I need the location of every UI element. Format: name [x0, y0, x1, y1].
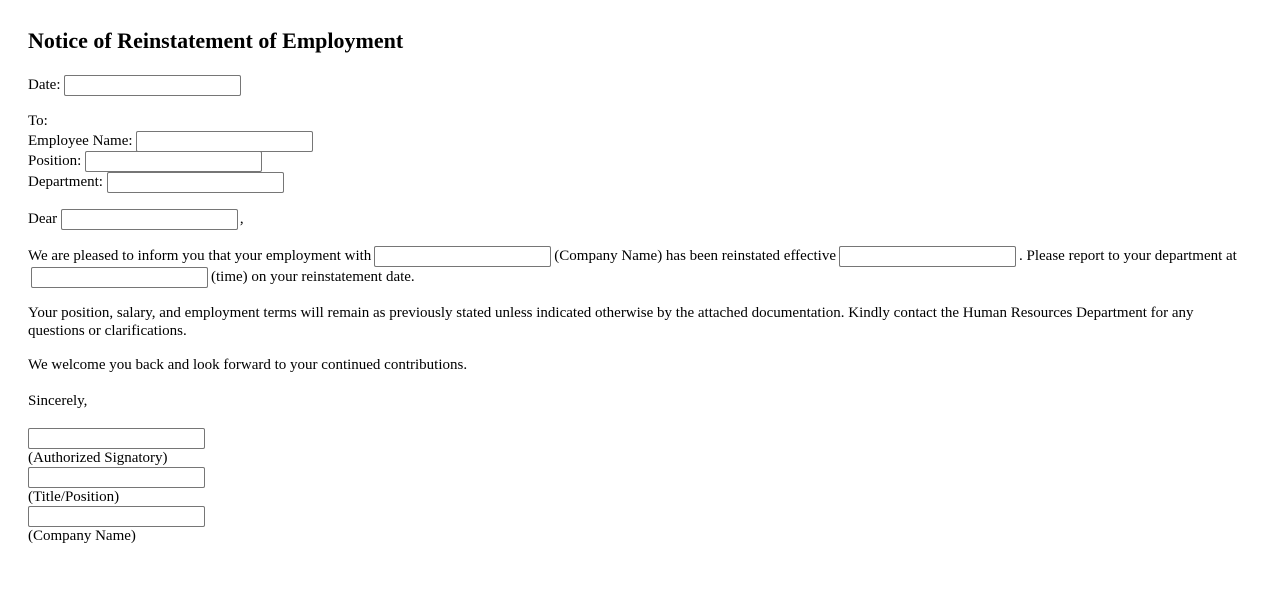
date-input[interactable] [64, 75, 241, 96]
paragraph1-part4: (time) on your reinstatement date. [211, 269, 415, 286]
title-row [28, 467, 207, 487]
position-input[interactable] [85, 151, 262, 172]
terms-paragraph: Your position, salary, and employment terms will remain as previously stated unless indicated otherwise by the attached documentation. Kindly contact the Human Resources Department for any questions or clarifications. [28, 305, 1194, 339]
dear-label: Dear [28, 211, 58, 227]
signatory-row [28, 428, 207, 448]
closing-text: Sincerely, [28, 393, 88, 409]
salutation-row [28, 209, 244, 229]
position-label: Position: [28, 153, 82, 169]
dear-input[interactable] [61, 209, 238, 230]
signature-company-label: (Company Name) [28, 528, 136, 544]
signature-company-input[interactable] [28, 506, 205, 527]
employee-name-input[interactable] [136, 131, 313, 152]
reinstatement-paragraph [28, 246, 1250, 288]
authorized-signatory-label: (Authorized Signatory) [28, 450, 168, 466]
employee-name-label: Employee Name: [28, 133, 133, 149]
department-input[interactable] [107, 172, 284, 193]
paragraph1-part1: We are pleased to inform you that your employment with [28, 248, 372, 264]
signature-company-row [28, 506, 207, 526]
employee-name-row [28, 131, 315, 151]
to-row [28, 111, 48, 131]
company-name-input[interactable] [374, 246, 551, 267]
authorized-signatory-input[interactable] [28, 428, 205, 449]
welcome-paragraph: We welcome you back and look forward to your continued contributions. [28, 357, 468, 373]
to-label: To: [28, 113, 48, 129]
report-time-input[interactable] [31, 267, 208, 288]
date-row [28, 75, 243, 95]
dear-comma: , [239, 211, 244, 227]
date-label: Date: [28, 77, 61, 93]
title-position-input[interactable] [28, 467, 205, 488]
paragraph1-part3: . Please report to your department at [1019, 248, 1237, 264]
department-row [28, 172, 286, 192]
position-row [28, 151, 264, 171]
title-position-label: (Title/Position) [28, 489, 120, 505]
effective-date-input[interactable] [839, 246, 1016, 267]
paragraph1-part2: (Company Name) has been reinstated effective [554, 248, 836, 264]
page-title: Notice of Reinstatement of Employment [28, 28, 404, 53]
department-label: Department: [28, 174, 103, 190]
